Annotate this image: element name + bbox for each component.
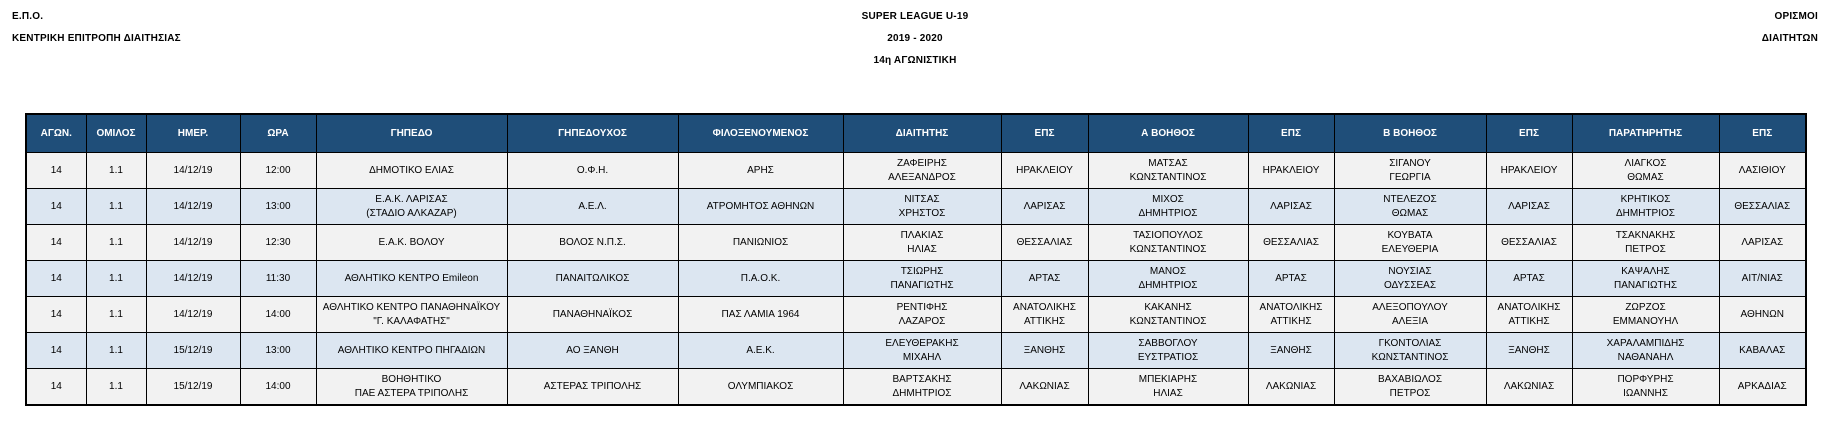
cell-text: ΛΑΡΙΣΑΣ xyxy=(1741,236,1784,248)
table-cell xyxy=(240,333,316,369)
table-cell xyxy=(86,225,146,261)
cell-text: ΠΑΝΑΓΙΩΤΗΣ xyxy=(1613,279,1678,291)
table-cell xyxy=(1572,225,1719,261)
cell-text: ΛΑΚΩΝΙΑΣ xyxy=(1503,380,1555,392)
cell-text: 14 xyxy=(50,380,62,392)
table-cell xyxy=(86,297,146,333)
cell-text: ΠΕΤΡΟΣ xyxy=(1625,243,1666,255)
cell-text: 1.1 xyxy=(109,236,123,248)
cell-text: ΜΑΝΟΣ xyxy=(1149,265,1187,277)
league-title: SUPER LEAGUE U-19 xyxy=(861,11,969,22)
table-cell xyxy=(843,297,1001,333)
cell-text: ΝΤΕΛΕΖΟΣ xyxy=(1383,193,1437,205)
table-cell xyxy=(1572,189,1719,225)
table-cell xyxy=(1719,225,1806,261)
cell-text: ΝΑΘΑΝΑΗΛ xyxy=(1617,351,1674,363)
cell-text: 13:00 xyxy=(265,200,291,212)
table-row xyxy=(26,297,1806,333)
cell-text: ΠΑΝΑΘΗΝΑΪΚΟΣ xyxy=(552,308,633,320)
table-cell xyxy=(843,261,1001,297)
doc-type-line1: ΟΡΙΣΜΟΙ xyxy=(1774,11,1818,22)
cell-text: ΛΑΚΩΝΙΑΣ xyxy=(1265,380,1317,392)
cell-text: 14 xyxy=(50,200,62,212)
cell-text: ΣΙΓΑΝΟΥ xyxy=(1389,157,1431,169)
cell-text: ΗΛΙΑΣ xyxy=(907,243,937,255)
cell-text: ΞΑΝΘΗΣ xyxy=(1270,344,1312,356)
cell-text: ΟΔΥΣΣΕΑΣ xyxy=(1383,279,1437,291)
table-cell xyxy=(678,369,843,406)
cell-text: ΠΛΑΚΙΑΣ xyxy=(900,229,944,241)
cell-text: ΚΩΝΣΤΑΝΤΙΝΟΣ xyxy=(1129,315,1207,327)
cell-text: ΘΕΣΣΑΛΙΑΣ xyxy=(1734,200,1791,212)
cell-text: ΞΑΝΘΗΣ xyxy=(1508,344,1550,356)
table-cell xyxy=(678,261,843,297)
cell-text: ΑΛΕΞΑΝΔΡΟΣ xyxy=(888,171,956,183)
cell-text: ΕΜΜΑΝΟΥΗΛ xyxy=(1612,315,1679,327)
table-cell xyxy=(1001,225,1088,261)
table-cell xyxy=(678,189,843,225)
cell-text: 1.1 xyxy=(109,380,123,392)
cell-text: 14/12/19 xyxy=(173,200,213,212)
cell-text: 15/12/19 xyxy=(173,380,213,392)
table-cell xyxy=(26,297,86,333)
cell-text: ΚΟΥΒΑΤΑ xyxy=(1387,229,1433,241)
table-cell xyxy=(678,333,843,369)
table-cell xyxy=(240,153,316,189)
cell-text: ΧΡΗΣΤΟΣ xyxy=(898,207,946,219)
table-cell xyxy=(146,297,240,333)
cell-text: ΠΑΝΑΙΤΩΛΙΚΟΣ xyxy=(555,272,630,284)
column-header: ΕΠΣ xyxy=(1248,114,1334,153)
cell-text: ΘΩΜΑΣ xyxy=(1391,207,1429,219)
table-cell xyxy=(1088,297,1248,333)
column-header: Α ΒΟΗΘΟΣ xyxy=(1088,114,1248,153)
cell-text: ΕΥΣΤΡΑΤΙΟΣ xyxy=(1137,351,1199,363)
table-cell xyxy=(1248,333,1334,369)
table-cell xyxy=(507,261,678,297)
cell-text: ΠΑΣ ΛΑΜΙΑ 1964 xyxy=(721,308,800,320)
cell-text: ΑΡΤΑΣ xyxy=(1275,272,1307,284)
table-row xyxy=(26,369,1806,406)
table-cell xyxy=(1334,333,1486,369)
column-header: ΑΓΩΝ. xyxy=(26,114,86,153)
cell-text: 14 xyxy=(50,344,62,356)
cell-text: ΛΙΑΓΚΟΣ xyxy=(1624,157,1667,169)
cell-text: 1.1 xyxy=(109,344,123,356)
cell-text: ΜΠΕΚΙΑΡΗΣ xyxy=(1138,373,1198,385)
matchday: 14η ΑΓΩΝΙΣΤΙΚΗ xyxy=(873,55,957,66)
table-cell xyxy=(843,153,1001,189)
cell-text: 1.1 xyxy=(109,272,123,284)
column-header: ΗΜΕΡ. xyxy=(146,114,240,153)
fixtures-table xyxy=(25,113,1807,406)
table-cell xyxy=(26,369,86,406)
table-cell xyxy=(843,333,1001,369)
table-cell xyxy=(240,261,316,297)
cell-text: ΑΤΡΟΜΗΤΟΣ ΑΘΗΝΩΝ xyxy=(706,200,815,212)
cell-text: ΚΩΝΣΤΑΝΤΙΝΟΣ xyxy=(1129,243,1207,255)
cell-text: ΑΟ ΞΑΝΘΗ xyxy=(566,344,619,356)
table-cell xyxy=(1001,189,1088,225)
cell-text: 15/12/19 xyxy=(173,344,213,356)
cell-text: ΕΛΕΥΘΕΡΙΑ xyxy=(1381,243,1439,255)
cell-text: ΚΑΒΑΛΑΣ xyxy=(1739,344,1786,356)
doc-type-line2: ΔΙΑΙΤΗΤΩΝ xyxy=(1761,33,1818,44)
table-cell xyxy=(1001,261,1088,297)
cell-text: ΑΝΑΤΟΛΙΚΗΣ xyxy=(1259,301,1323,313)
table-cell xyxy=(1088,369,1248,406)
cell-text: ΑΝΑΤΟΛΙΚΗΣ xyxy=(1497,301,1561,313)
table-cell xyxy=(316,369,507,406)
cell-text: 1.1 xyxy=(109,164,123,176)
table-cell xyxy=(316,153,507,189)
table-cell xyxy=(1334,189,1486,225)
table-cell xyxy=(316,333,507,369)
column-header: ΓΗΠΕΔΟ xyxy=(316,114,507,153)
table-cell xyxy=(1486,369,1572,406)
column-header: ΕΠΣ xyxy=(1486,114,1572,153)
table-cell xyxy=(26,153,86,189)
table-cell xyxy=(507,153,678,189)
table-cell xyxy=(843,225,1001,261)
cell-text: ΖΑΦΕΙΡΗΣ xyxy=(897,157,947,169)
cell-text: ΑΘΗΝΩΝ xyxy=(1740,308,1784,320)
table-cell xyxy=(316,261,507,297)
cell-text: ΘΕΣΣΑΛΙΑΣ xyxy=(1501,236,1557,248)
table-cell xyxy=(1486,225,1572,261)
cell-text: ΓΚΟΝΤΟΛΙΑΣ xyxy=(1378,337,1442,349)
table-cell xyxy=(507,189,678,225)
cell-text: ΒΑΡΤΣΑΚΗΣ xyxy=(892,373,952,385)
table-cell xyxy=(843,189,1001,225)
table-cell xyxy=(1572,333,1719,369)
cell-text: ΛΑΡΙΣΑΣ xyxy=(1270,200,1312,212)
table-cell xyxy=(678,297,843,333)
cell-text: ΡΕΝΤΙΦΗΣ xyxy=(896,301,948,313)
cell-text: ΔΗΜΗΤΡΙΟΣ xyxy=(1138,279,1198,291)
column-header: ΟΜΙΛΟΣ xyxy=(86,114,146,153)
cell-text: ΑΝΑΤΟΛΙΚΗΣ xyxy=(1013,301,1076,313)
cell-text: ΚΩΝΣΤΑΝΤΙΝΟΣ xyxy=(1371,351,1449,363)
table-cell xyxy=(1001,153,1088,189)
cell-text: ΒΑΧΑΒΙΩΛΟΣ xyxy=(1377,373,1443,385)
cell-text: ΤΑΣΙΟΠΟΥΛΟΣ xyxy=(1133,229,1203,241)
table-cell xyxy=(1248,369,1334,406)
table-cell xyxy=(146,369,240,406)
cell-text: ΒΟΛΟΣ Ν.Π.Σ. xyxy=(559,236,626,248)
table-cell xyxy=(843,369,1001,406)
table-cell xyxy=(507,225,678,261)
table-cell xyxy=(1719,369,1806,406)
cell-text: ΠΑΝΙΩΝΙΟΣ xyxy=(732,236,789,248)
cell-text: ΜΑΤΣΑΣ xyxy=(1148,157,1188,169)
cell-text: 14 xyxy=(50,236,62,248)
cell-text: 12:00 xyxy=(265,164,291,176)
table-cell xyxy=(240,297,316,333)
table-cell xyxy=(86,333,146,369)
cell-text: Π.Α.Ο.Κ. xyxy=(740,272,781,284)
cell-text: ΔΗΜΗΤΡΙΟΣ xyxy=(892,387,952,399)
table-cell xyxy=(1334,153,1486,189)
cell-text: ΒΟΗΘΗΤΙΚΟ xyxy=(381,373,442,385)
cell-text: 1.1 xyxy=(109,200,123,212)
table-cell xyxy=(507,333,678,369)
table-cell xyxy=(146,225,240,261)
committee-name: ΚΕΝΤΡΙΚΗ ΕΠΙΤΡΟΠΗ ΔΙΑΙΤΗΣΙΑΣ xyxy=(12,33,181,44)
cell-text: ΑΡΤΑΣ xyxy=(1028,272,1061,284)
cell-text: ΑΘΛΗΤΙΚΟ ΚΕΝΤΡΟ Emileon xyxy=(344,272,479,284)
table-cell xyxy=(146,153,240,189)
table-cell xyxy=(1572,261,1719,297)
table-cell xyxy=(678,153,843,189)
table-cell xyxy=(1334,369,1486,406)
table-cell xyxy=(1486,297,1572,333)
cell-text: ΠΟΡΦΥΡΗΣ xyxy=(1617,373,1674,385)
table-cell xyxy=(1486,261,1572,297)
table-cell xyxy=(1719,153,1806,189)
cell-text: ΔΗΜΗΤΡΙΟΣ xyxy=(1138,207,1198,219)
cell-text: ΚΡΗΤΙΚΟΣ xyxy=(1620,193,1671,205)
table-cell xyxy=(1088,225,1248,261)
table-cell xyxy=(1248,225,1334,261)
cell-text: ΚΑΨΑΛΗΣ xyxy=(1621,265,1670,277)
cell-text: ΘΩΜΑΣ xyxy=(1627,171,1664,183)
table-cell xyxy=(1001,297,1088,333)
cell-text: ΑΤΤΙΚΗΣ xyxy=(1508,315,1550,327)
cell-text: 14/12/19 xyxy=(173,272,213,284)
table-cell xyxy=(86,153,146,189)
table-cell xyxy=(678,225,843,261)
table-cell xyxy=(26,333,86,369)
cell-text: ΘΕΣΣΑΛΙΑΣ xyxy=(1263,236,1319,248)
cell-text: 14 xyxy=(50,164,62,176)
cell-text: ΗΡΑΚΛΕΙΟΥ xyxy=(1016,164,1073,176)
cell-text: ΑΣΤΕΡΑΣ ΤΡΙΠΟΛΗΣ xyxy=(543,380,642,392)
cell-text: ΛΑΣΙΘΙΟΥ xyxy=(1738,164,1786,176)
table-row xyxy=(26,153,1806,189)
table-cell xyxy=(1001,369,1088,406)
table-cell xyxy=(240,189,316,225)
column-header: ΕΠΣ xyxy=(1001,114,1088,153)
cell-text: ΤΣΙΩΡΗΣ xyxy=(900,265,944,277)
table-cell xyxy=(1088,189,1248,225)
cell-text: 14 xyxy=(50,272,62,284)
cell-text: ΤΣΑΚΝΑΚΗΣ xyxy=(1615,229,1676,241)
cell-text: ΝΟΥΣΙΑΣ xyxy=(1388,265,1432,277)
cell-text: Ο.Φ.Η. xyxy=(576,164,609,176)
column-header: ΕΠΣ xyxy=(1719,114,1806,153)
cell-text: ΑΤΤΙΚΗΣ xyxy=(1270,315,1312,327)
table-cell xyxy=(507,369,678,406)
table-cell xyxy=(1248,189,1334,225)
cell-text: 14:00 xyxy=(265,308,291,320)
cell-text: ΛΑΚΩΝΙΑΣ xyxy=(1019,380,1070,392)
table-cell xyxy=(1334,225,1486,261)
cell-text: ΛΑΖΑΡΟΣ xyxy=(898,315,946,327)
cell-text: ΞΑΝΘΗΣ xyxy=(1023,344,1066,356)
cell-text: ΠΑΝΑΓΙΩΤΗΣ xyxy=(890,279,954,291)
cell-text: ΑΡΗΣ xyxy=(747,164,774,176)
cell-text: 12:30 xyxy=(265,236,291,248)
cell-text: Α.Ε.Λ. xyxy=(578,200,607,212)
cell-text: 11:30 xyxy=(265,272,291,284)
column-header: ΩΡΑ xyxy=(240,114,316,153)
season: 2019 - 2020 xyxy=(887,33,943,44)
table-cell xyxy=(1486,333,1572,369)
table-cell xyxy=(86,369,146,406)
cell-text: 14/12/19 xyxy=(173,236,213,248)
cell-text: ΑΛΕΞΙΑ xyxy=(1392,315,1428,327)
cell-text: (ΣΤΑΔΙΟ ΑΛΚΑΖΑΡ) xyxy=(366,207,457,219)
table-cell xyxy=(316,189,507,225)
table-cell xyxy=(1572,369,1719,406)
table-cell xyxy=(1719,297,1806,333)
table-cell xyxy=(26,189,86,225)
table-cell xyxy=(1088,153,1248,189)
cell-text: ΜΙΧΑΗΛ xyxy=(902,351,942,363)
cell-text: ΙΩΑΝΝΗΣ xyxy=(1623,387,1668,399)
cell-text: ΓΕΩΡΓΙΑ xyxy=(1389,171,1431,183)
table-cell xyxy=(1248,153,1334,189)
table-cell xyxy=(507,297,678,333)
table-cell xyxy=(86,261,146,297)
table-cell xyxy=(1486,189,1572,225)
cell-text: ΧΑΡΑΛΑΜΠΙΔΗΣ xyxy=(1606,337,1685,349)
org-name: Ε.Π.Ο. xyxy=(12,11,44,22)
column-header: ΠΑΡΑΤΗΡΗΤΗΣ xyxy=(1572,114,1719,153)
cell-text: 14/12/19 xyxy=(173,308,213,320)
table-cell xyxy=(316,225,507,261)
cell-text: ΝΙΤΣΑΣ xyxy=(904,193,940,205)
table-cell xyxy=(1486,153,1572,189)
column-header: ΓΗΠΕΔΟΥΧΟΣ xyxy=(507,114,678,153)
cell-text: ΣΑΒΒΟΓΛΟΥ xyxy=(1138,337,1198,349)
table-cell xyxy=(240,369,316,406)
cell-text: 13:00 xyxy=(265,344,291,356)
column-header: ΦΙΛΟΞΕΝΟΥΜΕΝΟΣ xyxy=(678,114,843,153)
table-row xyxy=(26,261,1806,297)
cell-text: ΑΛΕΞΟΠΟΥΛΟΥ xyxy=(1372,301,1448,313)
table-cell xyxy=(1572,297,1719,333)
cell-text: ΑΡΤΑΣ xyxy=(1513,272,1545,284)
table-row xyxy=(26,333,1806,369)
table-header-row xyxy=(26,114,1806,153)
table-cell xyxy=(1001,333,1088,369)
cell-text: ΑΘΛΗΤΙΚΟ ΚΕΝΤΡΟ ΠΗΓΑΔΙΩΝ xyxy=(337,344,486,356)
table-cell xyxy=(1719,333,1806,369)
table-cell xyxy=(1572,153,1719,189)
cell-text: ΘΕΣΣΑΛΙΑΣ xyxy=(1016,236,1073,248)
cell-text: 1.1 xyxy=(109,308,123,320)
cell-text: ΕΛΕΥΘΕΡΑΚΗΣ xyxy=(885,337,959,349)
cell-text: ΟΛΥΜΠΙΑΚΟΣ xyxy=(727,380,794,392)
cell-text: 14/12/19 xyxy=(173,164,213,176)
cell-text: ΑΡΚΑΔΙΑΣ xyxy=(1737,380,1787,392)
table-cell xyxy=(1719,261,1806,297)
cell-text: ΜΙΧΟΣ xyxy=(1152,193,1184,205)
column-header: ΔΙΑΙΤΗΤΗΣ xyxy=(843,114,1001,153)
cell-text: ΛΑΡΙΣΑΣ xyxy=(1508,200,1550,212)
table-cell xyxy=(86,189,146,225)
cell-text: ΑΙΤ/ΝΙΑΣ xyxy=(1741,272,1783,284)
cell-text: 14:00 xyxy=(265,380,291,392)
table-cell xyxy=(1334,297,1486,333)
cell-text: Ε.Α.Κ. ΒΟΛΟΥ xyxy=(378,236,445,248)
cell-text: ΗΡΑΚΛΕΙΟΥ xyxy=(1262,164,1320,176)
cell-text: ΗΡΑΚΛΕΙΟΥ xyxy=(1500,164,1558,176)
table-cell xyxy=(316,297,507,333)
cell-text: ΛΑΡΙΣΑΣ xyxy=(1023,200,1066,212)
table-cell xyxy=(1248,297,1334,333)
table-cell xyxy=(1248,261,1334,297)
cell-text: ΚΑΚΑΝΗΣ xyxy=(1144,301,1192,313)
table-row xyxy=(26,225,1806,261)
table-cell xyxy=(1334,261,1486,297)
cell-text: 14 xyxy=(50,308,62,320)
table-row xyxy=(26,189,1806,225)
cell-text: ΑΤΤΙΚΗΣ xyxy=(1024,315,1065,327)
cell-text: ΚΩΝΣΤΑΝΤΙΝΟΣ xyxy=(1129,171,1207,183)
cell-text: ΠΑΕ ΑΣΤΕΡΑ ΤΡΙΠΟΛΗΣ xyxy=(354,387,469,399)
table-cell xyxy=(1088,333,1248,369)
cell-text: ΔΗΜΗΤΡΙΟΣ xyxy=(1616,207,1675,219)
table-cell xyxy=(146,189,240,225)
cell-text: ΖΩΡΖΟΣ xyxy=(1625,301,1666,313)
cell-text: ΔΗΜΟΤΙΚΟ ΕΛΙΑΣ xyxy=(369,164,454,176)
table-cell xyxy=(1088,261,1248,297)
cell-text: ΠΕΤΡΟΣ xyxy=(1389,387,1431,399)
table-cell xyxy=(240,225,316,261)
cell-text: ΑΘΛΗΤΙΚΟ ΚΕΝΤΡΟ ΠΑΝΑΘΗΝΑΪΚΟΥ xyxy=(322,301,501,313)
table-cell xyxy=(1719,189,1806,225)
cell-text: "Γ. ΚΑΛΑΦΑΤΗΣ" xyxy=(373,315,450,327)
table-cell xyxy=(146,261,240,297)
column-header: Β ΒΟΗΘΟΣ xyxy=(1334,114,1486,153)
cell-text: Α.Ε.Κ. xyxy=(746,344,775,356)
table-cell xyxy=(26,261,86,297)
cell-text: Ε.Α.Κ. ΛΑΡΙΣΑΣ xyxy=(375,193,448,205)
table-cell xyxy=(146,333,240,369)
table-cell xyxy=(26,225,86,261)
cell-text: ΗΛΙΑΣ xyxy=(1153,387,1183,399)
